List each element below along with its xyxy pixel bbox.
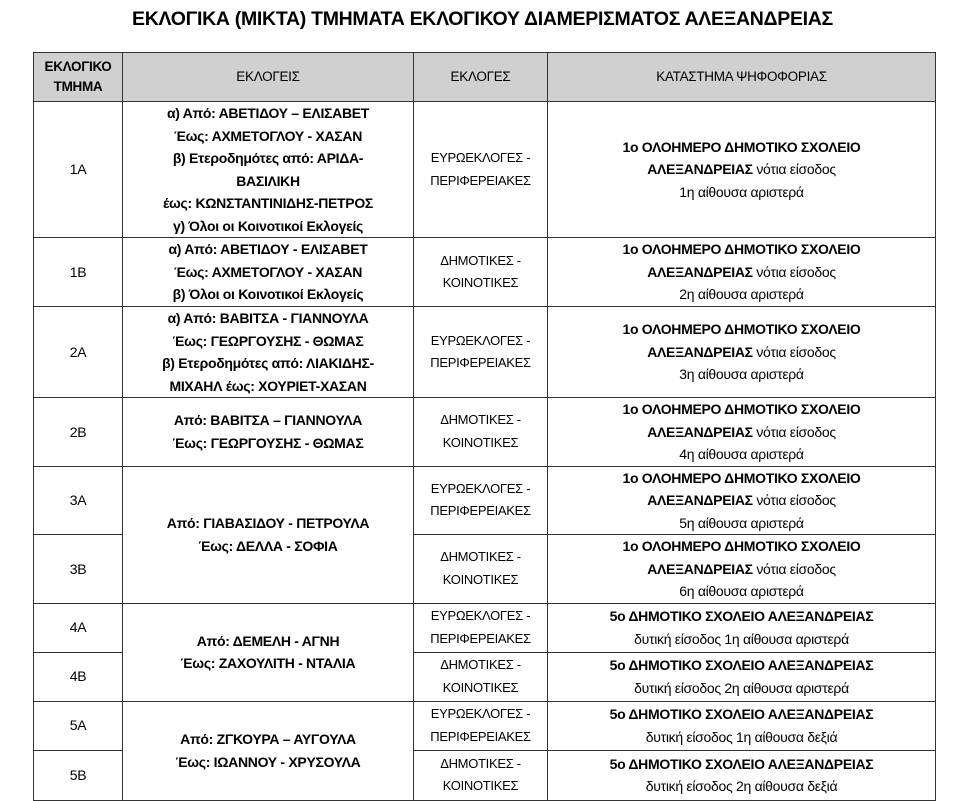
venue-line bbox=[550, 136, 933, 159]
venue-school-name: 5ο ΔΗΜΟΤΙΚΟ ΣΧΟΛΕΙΟ ΑΛΕΞΑΝΔΡΕΙΑΣ bbox=[609, 657, 874, 673]
elections-cell bbox=[414, 750, 548, 800]
venue-cell bbox=[548, 238, 936, 307]
elections-line: ΔΗΜΟΤΙΚΕΣ - bbox=[440, 657, 521, 672]
venue-school-name: ΑΛΕΞΑΝΔΡΕΙΑΣ bbox=[647, 343, 753, 360]
venue-school-name: ΑΛΕΞΑΝΔΡΕΙΑΣ bbox=[647, 423, 753, 440]
venue-line bbox=[550, 443, 933, 466]
table-row bbox=[34, 603, 936, 652]
elections-line: ΕΥΡΩΕΚΛΟΓΕΣ - bbox=[430, 480, 531, 496]
venue-line bbox=[550, 677, 933, 700]
venue-school-name: 1ο ΟΛΟΗΜΕΡΟ ΔΗΜΟΤΙΚΟ ΣΧΟΛΕΙΟ bbox=[622, 241, 861, 258]
venue-room-text: νότια είσοδος bbox=[752, 343, 836, 360]
venue-cell bbox=[548, 652, 936, 701]
header-elections: ΕΚΛΟΓΕΣ bbox=[414, 53, 548, 102]
elections-line: ΚΟΙΝΟΤΙΚΕΣ bbox=[442, 275, 519, 290]
venue-line bbox=[550, 467, 933, 490]
venue-room-text: δυτική είσοδος 2η αίθουσα αριστερά bbox=[634, 679, 849, 696]
venue-line bbox=[550, 775, 933, 798]
venue-school-name: ΑΛΕΞΑΝΔΡΕΙΑΣ bbox=[647, 560, 753, 577]
venue-school-name: 1ο ΟΛΟΗΜΕΡΟ ΔΗΜΟΤΙΚΟ ΣΧΟΛΕΙΟ bbox=[622, 538, 861, 554]
voters-line: Έως: ΑΧΜΕΤΟΓΛΟΥ - ΧΑΣΑΝ bbox=[173, 263, 363, 280]
section-cell: 5Β bbox=[34, 750, 123, 800]
table-row bbox=[34, 701, 936, 750]
elections-cell bbox=[414, 652, 548, 701]
elections-line: ΕΥΡΩΕΚΛΟΓΕΣ - bbox=[430, 150, 531, 165]
elections-line: ΚΟΙΝΟΤΙΚΕΣ bbox=[442, 571, 519, 587]
voters-line: Από: ΖΓΚΟΥΡΑ – ΑΥΓΟΥΛΑ bbox=[180, 731, 356, 747]
venue-room-text: νότια είσοδος bbox=[752, 560, 836, 577]
venue-line bbox=[550, 238, 933, 261]
venue-room-text: νότια είσοδος bbox=[752, 423, 836, 440]
elections-line: ΔΗΜΟΤΙΚΕΣ - bbox=[440, 755, 521, 771]
elections-line: ΠΕΡΙΦΕΡΕΙΑΚΕΣ bbox=[430, 172, 531, 188]
venue-line bbox=[550, 261, 933, 284]
voters-line: β) Ετεροδημότες από: ΛΙΑΚΙΔΗΣ- bbox=[162, 355, 374, 371]
section-cell: 2Β bbox=[34, 398, 123, 467]
venue-school-name: 1ο ΟΛΟΗΜΕΡΟ ΔΗΜΟΤΙΚΟ ΣΧΟΛΕΙΟ bbox=[622, 469, 861, 486]
section-cell: 3Β bbox=[34, 535, 123, 604]
venue-school-name: 1ο ΟΛΟΗΜΕΡΟ ΔΗΜΟΤΙΚΟ ΣΧΟΛΕΙΟ bbox=[622, 401, 861, 417]
table-row bbox=[34, 238, 936, 307]
venue-line bbox=[550, 181, 933, 204]
venue-room-text: δυτική είσοδος 1η αίθουσα αριστερά bbox=[634, 630, 849, 647]
section-cell: 1Α bbox=[34, 102, 123, 238]
voters-line: Έως: ΑΧΜΕΤΟΓΛΟΥ - ΧΑΣΑΝ bbox=[173, 127, 363, 144]
venue-line bbox=[550, 318, 933, 341]
venue-line bbox=[550, 421, 933, 444]
venue-line bbox=[550, 363, 933, 386]
venue-school-name: ΑΛΕΞΑΝΔΡΕΙΑΣ bbox=[647, 492, 753, 508]
voters-line: Από: ΔΕΜΕΛΗ - ΑΓΝΗ bbox=[196, 632, 340, 649]
venue-room-text: 5η αίθουσα αριστερά bbox=[679, 514, 804, 531]
venue-school-name: 5ο ΔΗΜΟΤΙΚΟ ΣΧΟΛΕΙΟ ΑΛΕΞΑΝΔΡΕΙΑΣ bbox=[609, 755, 874, 772]
header-voters: ΕΚΛΟΓΕΙΣ bbox=[123, 53, 414, 102]
section-cell: 5Α bbox=[34, 701, 123, 750]
venue-line bbox=[550, 398, 933, 421]
header-section bbox=[34, 53, 123, 102]
voters-line: έως: ΚΩΝΣΤΑΝΤΙΝΙΔΗΣ-ΠΕΤΡΟΣ bbox=[162, 195, 374, 211]
elections-cell bbox=[414, 238, 548, 307]
venue-line bbox=[550, 753, 933, 776]
header-section-line: ΤΜΗΜΑ bbox=[53, 79, 103, 94]
section-cell: 2Α bbox=[34, 307, 123, 398]
venue-room-text: δυτική είσοδος 1η αίθουσα δεξιά bbox=[645, 728, 838, 745]
venue-school-name: 5ο ΔΗΜΟΤΙΚΟ ΣΧΟΛΕΙΟ ΑΛΕΞΑΝΔΡΕΙΑΣ bbox=[609, 608, 874, 624]
voters-line: α) Από: ΒΑΒΙΤΣΑ - ΓΙΑΝΝΟΥΛΑ bbox=[167, 310, 369, 326]
venue-cell bbox=[548, 701, 936, 750]
table-header-row bbox=[34, 53, 936, 102]
venue-room-text: 4η αίθουσα αριστερά bbox=[679, 446, 804, 462]
venue-room-text: 6η αίθουσα αριστερά bbox=[679, 583, 804, 599]
elections-line: ΠΕΡΙΦΕΡΕΙΑΚΕΣ bbox=[430, 630, 531, 646]
venue-line bbox=[550, 580, 933, 603]
venue-room-text: νότια είσοδος bbox=[752, 263, 836, 280]
elections-line: ΕΥΡΩΕΚΛΟΓΕΣ - bbox=[430, 332, 531, 348]
voters-line: Έως: ΓΕΩΡΓΟΥΣΗΣ - ΘΩΜΑΣ bbox=[172, 434, 364, 451]
venue-line bbox=[550, 283, 933, 306]
venue-line bbox=[550, 512, 933, 535]
voters-cell bbox=[123, 398, 414, 467]
venue-line bbox=[550, 605, 933, 628]
elections-cell bbox=[414, 398, 548, 467]
venue-cell bbox=[548, 535, 936, 604]
venue-cell bbox=[548, 102, 936, 238]
elections-line: ΠΕΡΙΦΕΡΕΙΑΚΕΣ bbox=[430, 503, 531, 519]
venue-school-name: ΑΛΕΞΑΝΔΡΕΙΑΣ bbox=[647, 161, 753, 178]
voters-line: Από: ΒΑΒΙΤΣΑ – ΓΙΑΝΝΟΥΛΑ bbox=[173, 412, 363, 429]
elections-cell bbox=[414, 466, 548, 535]
venue-room-text: νότια είσοδος bbox=[752, 161, 836, 178]
voters-line: Έως: ΖΑΧΟΥΛΙΤΗ - ΝΤΑΛΙΑ bbox=[180, 655, 356, 671]
polling-stations-table bbox=[33, 52, 936, 801]
section-cell: 4Β bbox=[34, 652, 123, 701]
elections-line: ΚΟΙΝΟΤΙΚΕΣ bbox=[442, 778, 519, 793]
voters-line: α) Από: ΑΒΕΤΙΔΟΥ - ΕΛΙΣΑΒΕΤ bbox=[168, 241, 368, 258]
venue-cell bbox=[548, 603, 936, 652]
elections-line: ΕΥΡΩΕΚΛΟΓΕΣ - bbox=[430, 608, 531, 623]
voters-line: Από: ΓΙΑΒΑΣΙΔΟΥ - ΠΕΤΡΟΥΛΑ bbox=[166, 515, 370, 531]
venue-line bbox=[550, 535, 933, 558]
voters-cell bbox=[123, 466, 414, 603]
voters-line: ΜΙΧΑΗΛ έως: ΧΟΥΡΙΕΤ-ΧΑΣΑΝ bbox=[169, 377, 367, 394]
elections-cell bbox=[414, 307, 548, 398]
voters-cell bbox=[123, 603, 414, 701]
section-cell: 4Α bbox=[34, 603, 123, 652]
venue-line bbox=[550, 558, 933, 581]
venue-school-name: 5ο ΔΗΜΟΤΙΚΟ ΣΧΟΛΕΙΟ ΑΛΕΞΑΝΔΡΕΙΑΣ bbox=[609, 706, 874, 722]
venue-school-name: ΑΛΕΞΑΝΔΡΕΙΑΣ bbox=[647, 263, 753, 280]
section-cell: 3Α bbox=[34, 466, 123, 535]
elections-cell bbox=[414, 701, 548, 750]
venue-school-name: 1ο ΟΛΟΗΜΕΡΟ ΔΗΜΟΤΙΚΟ ΣΧΟΛΕΙΟ bbox=[622, 138, 861, 155]
voters-line: Έως: ΔΕΛΛΑ - ΣΟΦΙΑ bbox=[198, 537, 338, 554]
venue-line bbox=[550, 654, 933, 677]
voters-line: Έως: ΙΩΑΝΝΟΥ - ΧΡΥΣΟΥΛΑ bbox=[175, 753, 361, 770]
venue-cell bbox=[548, 466, 936, 535]
venue-line bbox=[550, 489, 933, 512]
elections-line: ΚΟΙΝΟΤΙΚΕΣ bbox=[442, 679, 519, 695]
venue-cell bbox=[548, 750, 936, 800]
table-row bbox=[34, 102, 936, 238]
elections-cell bbox=[414, 535, 548, 604]
venue-line bbox=[550, 158, 933, 181]
elections-line: ΕΥΡΩΕΚΛΟΓΕΣ - bbox=[430, 706, 531, 721]
voters-line: β) Ετεροδημότες από: ΑΡΙΔΑ- bbox=[172, 150, 364, 166]
elections-line: ΠΕΡΙΦΕΡΕΙΑΚΕΣ bbox=[430, 355, 531, 370]
voters-line: β) Όλοι οι Κοινοτικοί Εκλογείς bbox=[172, 286, 364, 303]
venue-line bbox=[550, 726, 933, 749]
venue-line bbox=[550, 628, 933, 651]
voters-cell bbox=[123, 238, 414, 307]
voters-line: Έως: ΓΕΩΡΓΟΥΣΗΣ - ΘΩΜΑΣ bbox=[172, 332, 364, 349]
venue-school-name: 1ο ΟΛΟΗΜΕΡΟ ΔΗΜΟΤΙΚΟ ΣΧΟΛΕΙΟ bbox=[622, 321, 861, 338]
header-venue: ΚΑΤΑΣΤΗΜΑ ΨΗΦΟΦΟΡΙΑΣ bbox=[548, 53, 936, 102]
voters-line: γ) Όλοι οι Κοινοτικοί Εκλογείς bbox=[172, 217, 364, 234]
venue-room-text: 3η αίθουσα αριστερά bbox=[679, 366, 804, 383]
header-section-line: ΕΚΛΟΓΙΚΟ bbox=[44, 59, 112, 74]
elections-line: ΠΕΡΙΦΕΡΕΙΑΚΕΣ bbox=[430, 728, 531, 744]
elections-line: ΔΗΜΟΤΙΚΕΣ - bbox=[440, 412, 521, 428]
page-title: ΕΚΛΟΓΙΚΑ (ΜΙΚΤΑ) ΤΜΗΜΑΤΑ ΕΚΛΟΓΙΚΟΥ ΔΙΑΜΕΡΙΣΜΑΤΟΣ ΑΛΕΞΑΝΔΡΕΙΑΣ bbox=[132, 8, 833, 30]
venue-cell bbox=[548, 398, 936, 467]
venue-room-text: δυτική είσοδος 2η αίθουσα δεξιά bbox=[645, 778, 838, 794]
venue-line bbox=[550, 341, 933, 364]
venue-line bbox=[550, 703, 933, 726]
table-body bbox=[34, 102, 936, 801]
table-row bbox=[34, 398, 936, 467]
elections-cell bbox=[414, 603, 548, 652]
elections-line: ΔΗΜΟΤΙΚΕΣ - bbox=[440, 549, 521, 565]
venue-room-text: 2η αίθουσα αριστερά bbox=[679, 286, 804, 303]
voters-cell bbox=[123, 102, 414, 238]
section-cell: 1Β bbox=[34, 238, 123, 307]
venue-room-text: 1η αίθουσα αριστερά bbox=[679, 183, 804, 200]
elections-line: ΚΟΙΝΟΤΙΚΕΣ bbox=[442, 434, 519, 450]
voters-line: ΒΑΣΙΛΙΚΗ bbox=[236, 172, 300, 189]
voters-cell bbox=[123, 307, 414, 398]
venue-room-text: νότια είσοδος bbox=[752, 492, 836, 508]
voters-cell bbox=[123, 701, 414, 800]
elections-line: ΔΗΜΟΤΙΚΕΣ - bbox=[440, 252, 521, 268]
venue-cell bbox=[548, 307, 936, 398]
table-row bbox=[34, 307, 936, 398]
elections-cell bbox=[414, 102, 548, 238]
voters-line: α) Από: ΑΒΕΤΙΔΟΥ – ΕΛΙΣΑΒΕΤ bbox=[166, 105, 370, 121]
table-row bbox=[34, 466, 936, 535]
